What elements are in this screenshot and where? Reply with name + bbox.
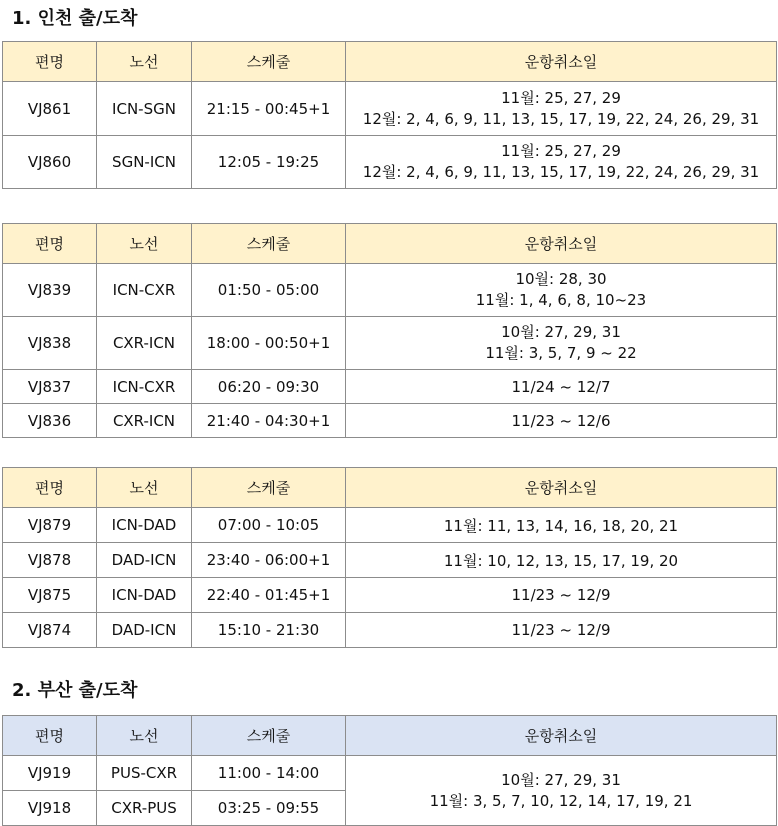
- schedule-time: 01:50 - 05:00: [192, 264, 346, 317]
- cancel-dates: [346, 756, 777, 826]
- table-header-row: [3, 468, 777, 508]
- section-title-incheon: 1. 인천 출/도착: [12, 8, 138, 29]
- header-schedule: 스케줄: [192, 224, 346, 264]
- table-row: [3, 317, 777, 370]
- header-flight: 편명: [3, 42, 97, 82]
- schedule-time: 22:40 - 01:45+1: [192, 578, 346, 613]
- table-row: [3, 543, 777, 578]
- header-flight: 편명: [3, 716, 97, 756]
- flight-number: VJ918: [3, 791, 97, 826]
- flight-number: VJ837: [3, 370, 97, 404]
- header-cancel-dates: 운항취소일: [346, 224, 777, 264]
- cancel-line: 11월: 1, 4, 6, 8, 10~23: [475, 291, 647, 309]
- table-row: [3, 136, 777, 189]
- cancel-dates: [346, 82, 777, 136]
- flight-number: VJ879: [3, 508, 97, 543]
- section-title-busan: 2. 부산 출/도착: [12, 680, 138, 701]
- table-header-row: [3, 42, 777, 82]
- header-route: 노선: [97, 716, 192, 756]
- schedule-time: 06:20 - 09:30: [192, 370, 346, 404]
- flight-number: VJ839: [3, 264, 97, 317]
- schedule-time: 12:05 - 19:25: [192, 136, 346, 189]
- cancel-dates: [346, 317, 777, 370]
- header-cancel-dates: 운항취소일: [346, 42, 777, 82]
- cancel-dates: 11/23 ~ 12/9: [346, 613, 777, 648]
- schedule-time: 18:00 - 00:50+1: [192, 317, 346, 370]
- flight-number: VJ919: [3, 756, 97, 791]
- schedule-table-pus: [2, 715, 777, 826]
- header-flight: 편명: [3, 224, 97, 264]
- route: DAD-ICN: [97, 543, 192, 578]
- header-schedule: 스케줄: [192, 468, 346, 508]
- table-row: [3, 82, 777, 136]
- table-header-row: [3, 716, 777, 756]
- header-cancel-dates: 운항취소일: [346, 468, 777, 508]
- header-cancel-dates: 운항취소일: [346, 716, 777, 756]
- flight-number: VJ861: [3, 82, 97, 136]
- route: CXR-ICN: [97, 317, 192, 370]
- flight-number: VJ874: [3, 613, 97, 648]
- cancel-dates: [346, 136, 777, 189]
- flight-number: VJ836: [3, 404, 97, 438]
- cancel-line: 10월: 27, 29, 31: [501, 770, 621, 789]
- flight-number: VJ875: [3, 578, 97, 613]
- table-row: [3, 756, 777, 791]
- table-row: [3, 578, 777, 613]
- cancel-dates: 11/24 ~ 12/7: [346, 370, 777, 404]
- schedule-time: 21:15 - 00:45+1: [192, 82, 346, 136]
- table-row: [3, 404, 777, 438]
- table-row: [3, 264, 777, 317]
- schedule-time: 07:00 - 10:05: [192, 508, 346, 543]
- route: ICN-DAD: [97, 578, 192, 613]
- cancel-dates: 11월: 10, 12, 13, 15, 17, 19, 20: [346, 543, 777, 578]
- route: PUS-CXR: [97, 756, 192, 791]
- route: DAD-ICN: [97, 613, 192, 648]
- schedule-table-sgn: [2, 41, 777, 189]
- cancel-line: 12월: 2, 4, 6, 9, 11, 13, 15, 17, 19, 22, 24, 26, 29, 31: [362, 163, 760, 181]
- schedule-time: 15:10 - 21:30: [192, 613, 346, 648]
- cancel-line: 12월: 2, 4, 6, 9, 11, 13, 15, 17, 19, 22, 24, 26, 29, 31: [362, 109, 760, 128]
- route: SGN-ICN: [97, 136, 192, 189]
- cancel-line: 11월: 25, 27, 29: [501, 88, 621, 107]
- cancel-line: 11월: 25, 27, 29: [501, 142, 621, 160]
- header-flight: 편명: [3, 468, 97, 508]
- cancel-dates: 11월: 11, 13, 14, 16, 18, 20, 21: [346, 508, 777, 543]
- cancel-dates: 11/23 ~ 12/9: [346, 578, 777, 613]
- header-schedule: 스케줄: [192, 42, 346, 82]
- route: CXR-ICN: [97, 404, 192, 438]
- schedule-table-cxr: [2, 223, 777, 438]
- schedule-table-dad: [2, 467, 777, 648]
- cancel-line: 11월: 3, 5, 7, 9 ~ 22: [485, 344, 637, 362]
- route: ICN-DAD: [97, 508, 192, 543]
- cancel-dates: [346, 264, 777, 317]
- cancel-line: 10월: 27, 29, 31: [501, 323, 621, 341]
- route: ICN-SGN: [97, 82, 192, 136]
- flight-number: VJ838: [3, 317, 97, 370]
- table-header-row: [3, 224, 777, 264]
- table-row: [3, 370, 777, 404]
- header-schedule: 스케줄: [192, 716, 346, 756]
- route: ICN-CXR: [97, 370, 192, 404]
- table-row: [3, 508, 777, 543]
- route: CXR-PUS: [97, 791, 192, 826]
- cancel-line: 10월: 28, 30: [515, 270, 607, 288]
- header-route: 노선: [97, 468, 192, 508]
- schedule-time: 23:40 - 06:00+1: [192, 543, 346, 578]
- flight-number: VJ860: [3, 136, 97, 189]
- schedule-time: 21:40 - 04:30+1: [192, 404, 346, 438]
- schedule-time: 11:00 - 14:00: [192, 756, 346, 791]
- cancel-dates: 11/23 ~ 12/6: [346, 404, 777, 438]
- schedule-time: 03:25 - 09:55: [192, 791, 346, 826]
- table-row: [3, 613, 777, 648]
- header-route: 노선: [97, 42, 192, 82]
- header-route: 노선: [97, 224, 192, 264]
- cancel-line: 11월: 3, 5, 7, 10, 12, 14, 17, 19, 21: [429, 791, 693, 810]
- route: ICN-CXR: [97, 264, 192, 317]
- flight-number: VJ878: [3, 543, 97, 578]
